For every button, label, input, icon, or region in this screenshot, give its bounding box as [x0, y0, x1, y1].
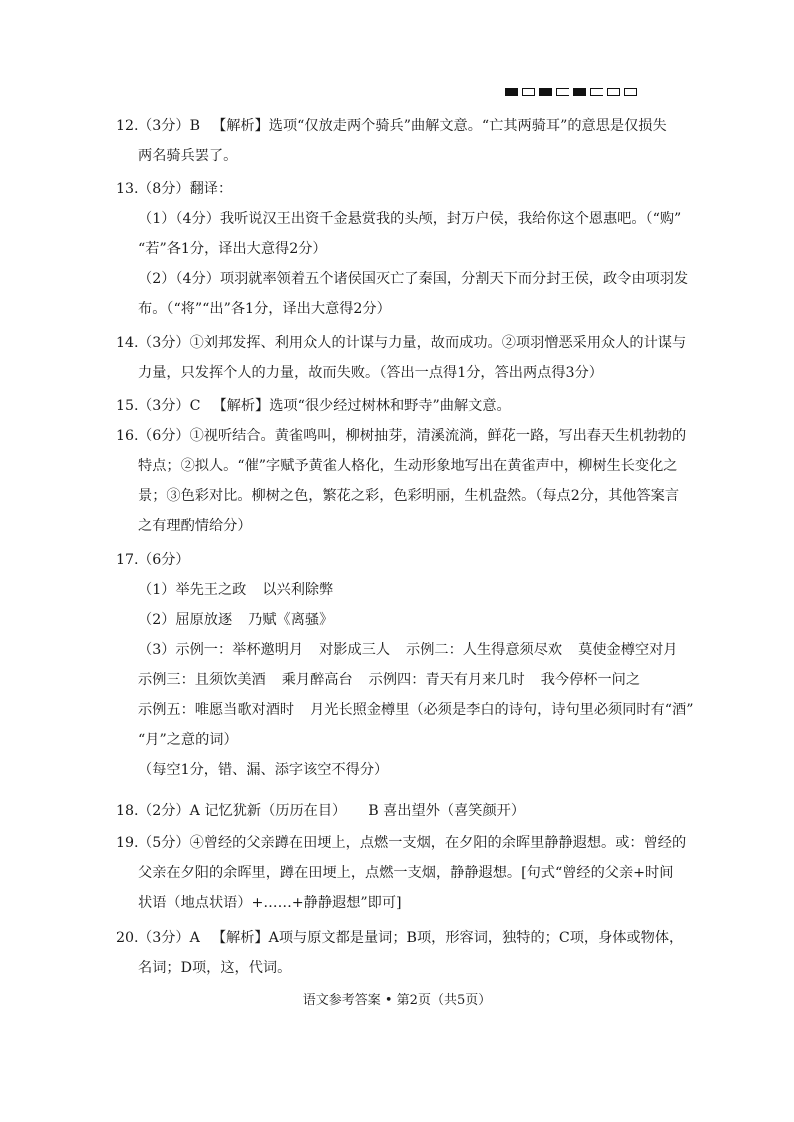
answer-text: “月”之意的词） — [138, 732, 238, 748]
answer-text: 月光长照金樽里（必须是李白的诗句，诗句里必须同时有“酒” — [310, 702, 694, 718]
header-marks — [505, 88, 637, 96]
question-14 — [116, 328, 686, 388]
question-number: 13. — [116, 181, 139, 197]
header-mark — [590, 88, 603, 96]
header-mark — [624, 88, 637, 96]
score: （3分） — [138, 398, 190, 414]
header-mark — [573, 88, 586, 96]
answer-text: ①刘邦发挥、利用众人的计谋与力量，故而成功。②项羽憎恶采用众人的计谋与 — [189, 335, 687, 351]
answer-text: 状语（地点状语）+……+静静遐想”即可] — [138, 895, 402, 911]
header-mark — [505, 88, 518, 96]
answer-text: “若”各1分，译出大意得2分） — [138, 241, 327, 257]
analysis-text: 选项“仅放走两个骑兵”曲解文意。“亡其两骑耳”的意思是仅损失 — [268, 118, 667, 134]
answer-text: 示例二：人生得意须尽欢 — [406, 642, 563, 658]
analysis-label: 【解析】 — [212, 118, 269, 134]
scoring-note: （每空1分，错、漏、添字该空不得分） — [138, 762, 389, 778]
answer: B — [189, 118, 201, 134]
score: （6分） — [138, 552, 190, 568]
question-16 — [116, 421, 686, 541]
score: （5分） — [138, 835, 190, 851]
score: （3分） — [138, 335, 190, 351]
question-18 — [116, 796, 686, 826]
answer-text: 乃赋《离骚》 — [248, 612, 334, 628]
answer-text: 乘月醉高台 — [281, 672, 353, 688]
answer: A — [189, 930, 200, 946]
score: （3分） — [138, 930, 190, 946]
question-13 — [116, 174, 689, 324]
question-12 — [116, 111, 686, 171]
answer-text: B 喜出望外（喜笑颜开） — [368, 803, 526, 819]
answer-text: 示例四：青天有月来几时 — [368, 672, 525, 688]
answer-text: 之有理酌情给分） — [138, 518, 252, 534]
answer-text: （1）举先王之政 — [138, 582, 247, 598]
question-number: 15. — [116, 398, 139, 414]
question-number: 18. — [116, 803, 139, 819]
score: （6分） — [138, 428, 190, 444]
analysis-text: 名词；D项，这，代词。 — [138, 960, 292, 976]
answer-text: 示例五：唯愿当歌对酒时 — [138, 702, 295, 718]
analysis-text: 两名骑兵罢了。 — [138, 148, 238, 164]
question-number: 12. — [116, 118, 139, 134]
score: （8分） — [138, 181, 190, 197]
question-20 — [116, 923, 686, 983]
question-17 — [116, 545, 694, 785]
question-number: 19. — [116, 835, 139, 851]
answer-text: 布。（“将”“出”各1分，译出大意得2分） — [138, 301, 391, 317]
question-number: 14. — [116, 335, 139, 351]
answer-text: 景；③色彩对比。柳树之色，繁花之彩，色彩明丽，生机盎然。（每点2分，其他答案言 — [138, 488, 680, 504]
answer: C — [189, 398, 201, 414]
answer-text: （2）（4分）项羽就率领着五个诸侯国灭亡了秦国，分割天下而分封王侯，政令由项羽发 — [138, 271, 689, 287]
answer-text: 力量，只发挥个人的力量，故而失败。（答出一点得1分，答出两点得3分） — [138, 365, 603, 381]
answer-text: 以兴利除弊 — [262, 582, 334, 598]
answer-text: A 记忆犹新（历历在目） — [189, 803, 347, 819]
score: （3分） — [138, 118, 190, 134]
question-title: 翻译： — [189, 181, 233, 197]
analysis-text: A项与原文都是量词；B项，形容词，独特的；C项，身体或物体， — [268, 930, 684, 946]
question-number: 20. — [116, 930, 139, 946]
header-mark — [539, 88, 552, 96]
answer-text: ④曾经的父亲蹲在田埂上，点燃一支烟，在夕阳的余晖里静静遐想。或：曾经的 — [189, 835, 687, 851]
answer-text: 我今停杯一问之 — [540, 672, 641, 688]
analysis-label: 【解析】 — [212, 398, 270, 414]
answer-text: ①视听结合。黄雀鸣叫，柳树抽芽，清溪流淌，鲜花一路，写出春天生机勃勃的 — [189, 428, 687, 444]
header-mark — [522, 88, 535, 96]
page-footer: 语文参考答案 • 第2页（共5页） — [302, 993, 492, 1008]
score: （2分） — [138, 803, 190, 819]
header-mark — [607, 88, 620, 96]
question-15 — [116, 391, 686, 421]
answer-text: 对影成三人 — [319, 642, 391, 658]
answer-text: （3）示例一：举杯邀明月 — [138, 642, 304, 658]
answer-text: 示例三：且须饮美酒 — [138, 672, 266, 688]
question-number: 16. — [116, 428, 139, 444]
answer-text: 父亲在夕阳的余晖里，蹲在田埂上，点燃一支烟，静静遐想。[句式“曾经的父亲+时间 — [138, 865, 674, 881]
header-mark — [556, 88, 569, 96]
question-number: 17. — [116, 552, 139, 568]
analysis-label: 【解析】 — [211, 930, 269, 946]
answer-text: （1）（4分）我听说汉王出资千金悬赏我的头颅，封万户侯，我给你这个恩惠吧。（“购” — [138, 211, 682, 227]
answer-text: 特点；②拟人。“催”字赋予黄雀人格化，生动形象地写出在黄雀声中，柳树生长变化之 — [138, 458, 678, 474]
question-19 — [116, 828, 686, 918]
analysis-text: 选项“很少经过树林和野寺”曲解文意。 — [269, 398, 511, 414]
answer-text: 莫使金樽空对月 — [578, 642, 678, 658]
answer-text: （2）屈原放逐 — [138, 612, 233, 628]
